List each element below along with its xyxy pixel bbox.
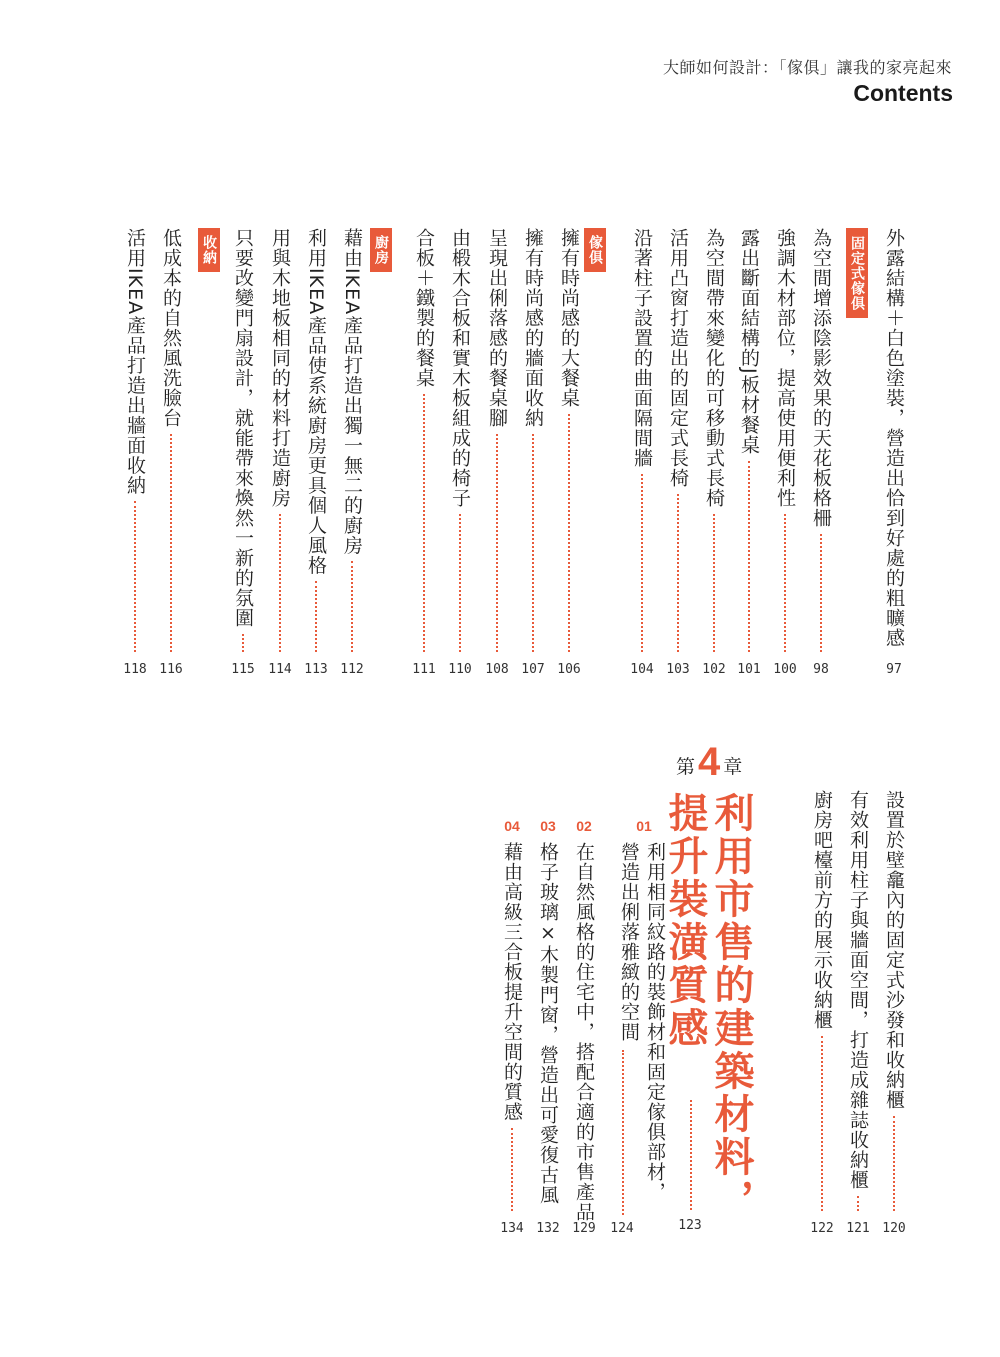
entry-title: 利用IKEA產品使系統廚房更具個人風格 <box>305 228 327 576</box>
entry-title: 為空間帶來變化的可移動式長椅 <box>703 228 725 508</box>
tag-storage: 收納 <box>198 228 220 272</box>
page-number: 118 <box>123 662 147 677</box>
page-number: 98 <box>813 662 829 677</box>
entry-title: 擁有時尚感的大餐桌 <box>558 228 580 408</box>
entry-title: 沿著柱子設置的曲面隔間牆 <box>631 228 653 468</box>
toc-entry[interactable] <box>738 228 760 658</box>
chapter-number: 4 <box>698 740 721 784</box>
toc-entry[interactable] <box>703 228 725 658</box>
leader-dots <box>677 494 679 652</box>
page-number: 106 <box>557 662 581 677</box>
page-number: 113 <box>304 662 328 677</box>
page-number: 104 <box>630 662 654 677</box>
entry-title: 為空間增添陰影效果的天花板格柵 <box>810 228 832 528</box>
page-number: 111 <box>412 662 436 677</box>
page-number: 97 <box>886 662 902 677</box>
contents-heading: Contents <box>853 80 953 106</box>
leader-dots <box>622 1050 624 1215</box>
page-number: 100 <box>773 662 797 677</box>
chapter-title[interactable]: 利用市售的建築材料， 提升裝潢質感 <box>662 792 754 1222</box>
toc-entry[interactable] <box>486 228 508 658</box>
page-number: 115 <box>231 662 255 677</box>
leader-dots <box>279 514 281 652</box>
section-title: 格子玻璃×木製門窗，營造出可愛復古風 <box>537 842 559 1205</box>
section-number: 01 <box>636 818 652 834</box>
leader-dots <box>511 1128 513 1211</box>
tag-furniture: 傢俱 <box>584 228 606 272</box>
toc-entry[interactable] <box>774 228 796 658</box>
toc-entry[interactable] <box>573 842 595 1222</box>
page-number: 122 <box>810 1221 834 1236</box>
toc-entry[interactable] <box>847 790 869 1217</box>
entry-title: 只要改變門扇設計，就能帶來煥然一新的氛圍 <box>232 228 254 628</box>
leader-dots <box>134 501 136 652</box>
entry-title: 用與木地板相同的材料打造廚房 <box>269 228 291 508</box>
chapter-prefix: 第 <box>676 756 696 778</box>
toc-entry[interactable] <box>558 228 580 658</box>
page-number: 132 <box>536 1221 560 1236</box>
leader-dots <box>748 461 750 652</box>
section-number: 03 <box>540 818 556 834</box>
toc-entry[interactable] <box>501 842 523 1217</box>
leader-dots <box>568 414 570 652</box>
toc-entry[interactable] <box>124 228 146 658</box>
entry-title: 活用凸窗打造出的固定式長椅 <box>667 228 689 488</box>
leader-dots <box>713 514 715 652</box>
leader-dots <box>784 514 786 652</box>
entry-title: 低成本的自然風洗臉台 <box>160 228 182 428</box>
toc-entry[interactable] <box>883 790 905 1217</box>
leader-dots <box>893 1116 895 1211</box>
page-number: 102 <box>702 662 726 677</box>
section-title: 在自然風格的住宅中，搭配合適的市售產品 <box>573 842 595 1222</box>
leader-dots <box>857 1196 859 1211</box>
chapter-suffix: 章 <box>723 756 743 778</box>
entry-title: 合板＋鐵製的餐桌 <box>413 228 435 388</box>
entry-title: 活用IKEA產品打造出牆面收納 <box>124 228 146 496</box>
leader-dots <box>315 581 317 652</box>
section-title: 藉由高級三合板提升空間的質感 <box>501 842 523 1122</box>
toc-entry[interactable] <box>341 228 363 658</box>
toc-entry[interactable] <box>413 228 435 658</box>
toc-entry[interactable] <box>883 228 905 658</box>
toc-entry[interactable] <box>537 842 559 1217</box>
entry-title: 由椴木合板和實木板組成的椅子 <box>449 228 471 508</box>
entry-title: 設置於壁龕內的固定式沙發和收納櫃 <box>883 790 905 1110</box>
page-number: 110 <box>448 662 472 677</box>
entry-title: 有效利用柱子與牆面空間，打造成雜誌收納櫃 <box>847 790 869 1190</box>
leader-dots <box>423 394 425 652</box>
page-number: 108 <box>485 662 509 677</box>
toc-entry[interactable] <box>810 228 832 658</box>
page-number: 123 <box>678 1218 702 1233</box>
page-number: 112 <box>340 662 364 677</box>
leader-dots <box>641 474 643 652</box>
page-number: 114 <box>268 662 292 677</box>
toc-entry[interactable] <box>631 228 653 658</box>
tag-fixed-furniture: 固定式傢俱 <box>846 228 868 318</box>
leader-dots <box>459 514 461 652</box>
entry-title: 強調木材部位，提高使用便利性 <box>774 228 796 508</box>
leader-dots <box>821 1036 823 1211</box>
page-number: 103 <box>666 662 690 677</box>
page-number: 134 <box>500 1221 524 1236</box>
page-number: 124 <box>610 1221 634 1236</box>
page-number: 116 <box>159 662 183 677</box>
toc-entry[interactable] <box>811 790 833 1217</box>
section-title[interactable]: 利用相同紋路的裝飾材和固定傢俱部材， 營造出俐落雅緻的空間 <box>618 842 666 1202</box>
entry-title: 廚房吧檯前方的展示收納櫃 <box>811 790 833 1030</box>
entry-title: 外露結構＋白色塗裝，營造出恰到好處的粗曠感 <box>883 228 905 648</box>
toc-entry[interactable] <box>449 228 471 658</box>
tag-kitchen: 廚房 <box>370 228 392 272</box>
entry-title: 露出斷面結構的J板材餐桌 <box>738 228 760 455</box>
leader-dots <box>170 434 172 652</box>
page-number: 101 <box>737 662 761 677</box>
leader-dots <box>351 561 353 652</box>
toc-entry[interactable] <box>522 228 544 658</box>
page-number: 129 <box>572 1221 596 1236</box>
leader-dots <box>690 1100 692 1210</box>
toc-entry[interactable] <box>160 228 182 658</box>
entry-title: 藉由IKEA產品打造出獨一無二的廚房 <box>341 228 363 556</box>
chapter-label <box>676 740 743 784</box>
page-number: 120 <box>882 1221 906 1236</box>
leader-dots <box>820 534 822 652</box>
leader-dots <box>532 434 534 652</box>
page-number: 107 <box>521 662 545 677</box>
toc-entry[interactable] <box>667 228 689 658</box>
toc-entry[interactable] <box>269 228 291 658</box>
entry-title: 擁有時尚感的牆面收納 <box>522 228 544 428</box>
section-number: 04 <box>504 818 520 834</box>
entry-title: 呈現出俐落感的餐桌腳 <box>486 228 508 428</box>
leader-dots <box>496 434 498 652</box>
toc-entry[interactable] <box>305 228 327 658</box>
toc-entry[interactable] <box>232 228 254 658</box>
leader-dots <box>242 634 244 652</box>
page-number: 121 <box>846 1221 870 1236</box>
book-title: 大師如何設計：「傢俱」讓我的家亮起來 <box>662 58 952 77</box>
section-number: 02 <box>576 818 592 834</box>
